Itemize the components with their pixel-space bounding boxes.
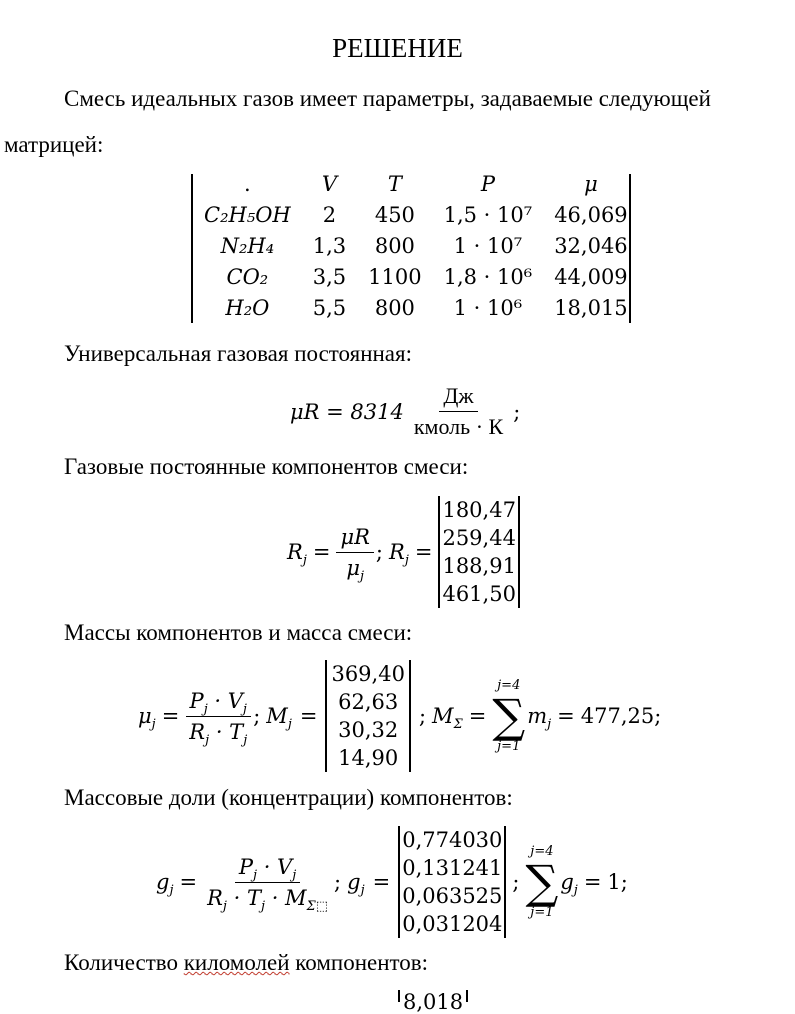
gj-fraction bbox=[203, 854, 332, 914]
value-cell: 800 bbox=[374, 233, 415, 258]
mj-value: 14,90 bbox=[338, 746, 399, 770]
matrix-header-row bbox=[193, 168, 639, 199]
rj-value: 180,47 bbox=[442, 498, 516, 522]
semicolon: ; bbox=[654, 704, 662, 728]
sum-lower-limit: j=1 bbox=[530, 905, 554, 920]
gj-values bbox=[402, 826, 502, 938]
header-cell: T bbox=[387, 171, 402, 196]
header-cell: V bbox=[321, 171, 338, 196]
mj-symbol: $M_j$ bbox=[266, 704, 292, 733]
value-cell: 450 bbox=[374, 202, 415, 227]
parameter-matrix bbox=[191, 171, 631, 323]
equals-sign: = bbox=[414, 540, 433, 564]
vector-left-bar bbox=[398, 826, 400, 938]
vector-right-bar bbox=[409, 660, 411, 772]
matrix-row bbox=[193, 230, 639, 261]
sum-operator bbox=[492, 678, 525, 754]
rj-value: 259,44 bbox=[442, 526, 516, 550]
masses-heading: Массы компонентов и масса смеси: bbox=[64, 620, 413, 645]
fractions-heading: Массовые доли (концентрации) компонентов: bbox=[64, 785, 513, 810]
mj-vector bbox=[325, 660, 410, 772]
gj-symbol: $g_j$ bbox=[347, 870, 365, 899]
value-cell: 1,5 · 10⁷ bbox=[443, 202, 533, 227]
equals-sign: = bbox=[179, 870, 198, 894]
kmol-heading bbox=[64, 950, 428, 976]
vector-right-bar bbox=[518, 496, 520, 608]
equals-sign: = bbox=[299, 704, 318, 728]
gj-value: 0,031204 bbox=[402, 912, 503, 936]
semicolon: ; bbox=[418, 704, 427, 728]
sum-upper-limit: j=4 bbox=[530, 844, 554, 859]
cut-vector bbox=[398, 990, 468, 1014]
matrix-row bbox=[193, 261, 639, 292]
mj-value: 369,40 bbox=[331, 662, 405, 686]
kmol-heading-word: киломолей bbox=[183, 950, 290, 975]
header-cell: P bbox=[480, 171, 495, 196]
sigma-icon: ∑ bbox=[525, 855, 559, 909]
value-cell: 46,069 bbox=[554, 202, 628, 227]
equals-sign: = bbox=[161, 704, 180, 728]
gj-value: 0,774030 bbox=[402, 828, 503, 852]
kmol-heading-after: компонентов: bbox=[295, 950, 429, 975]
mj-value: 30,32 bbox=[338, 718, 399, 742]
kmol-heading-before: Количество bbox=[64, 950, 178, 975]
gj-denominator: $R_j \cdot T_j \cdot M_{\Sigma⬚}$ bbox=[207, 885, 329, 914]
sum-lower-limit: j=1 bbox=[497, 739, 521, 754]
mj-value: 62,63 bbox=[338, 690, 399, 714]
equals-sign: = bbox=[557, 704, 575, 728]
gj-value: 0,063525 bbox=[402, 884, 503, 908]
equals-sign: = bbox=[583, 870, 602, 894]
mass-formula bbox=[138, 660, 661, 772]
mass-sum-value: 477,25 bbox=[580, 704, 655, 728]
vector-left-bar bbox=[438, 496, 440, 608]
rj-vector bbox=[438, 496, 519, 608]
value-cell: 800 bbox=[374, 295, 415, 320]
equals-sign: = bbox=[372, 870, 391, 894]
rj-denominator: $\mu_j$ bbox=[346, 555, 365, 584]
value-cell: 5,5 bbox=[312, 295, 347, 320]
header-cell: μ bbox=[584, 171, 598, 196]
gj-term: $g_j$ bbox=[560, 870, 578, 899]
intro-line-1: Смесь идеальных газов имеет параметры, задаваемые следующей bbox=[64, 86, 711, 111]
value-cell: 18,015 bbox=[554, 295, 628, 320]
substance-cell: H₂O bbox=[225, 295, 270, 320]
intro-line-2: матрицей: bbox=[4, 132, 104, 157]
value-cell: 44,009 bbox=[554, 264, 628, 289]
header-cell: . bbox=[244, 171, 251, 196]
cut-value: 8,018 bbox=[403, 990, 464, 1014]
gas-constant-formula bbox=[290, 383, 520, 440]
mj-term: $m_j$ bbox=[527, 704, 552, 733]
unit-numerator: Дж bbox=[439, 383, 477, 412]
gas-constant-tail: ; bbox=[513, 399, 521, 424]
matrix-row bbox=[193, 292, 639, 323]
rj-formula bbox=[287, 496, 520, 608]
substance-cell: N₂H₄ bbox=[220, 233, 275, 258]
gj-numerator: $P_j \cdot V_j$ bbox=[235, 854, 300, 883]
value-cell: 3,5 bbox=[312, 264, 347, 289]
mass-numerator: $P_j \cdot V_j$ bbox=[186, 688, 251, 717]
vector-left-bar bbox=[398, 990, 400, 1002]
gas-constant-heading: Универсальная газовая постоянная: bbox=[64, 341, 412, 366]
rj-value: 461,50 bbox=[442, 582, 516, 606]
gas-constant-unit bbox=[410, 383, 507, 440]
muj-symbol: $\mu_j$ bbox=[138, 704, 156, 733]
semicolon: ; bbox=[512, 870, 520, 894]
gj-vector bbox=[398, 826, 506, 938]
rj-values bbox=[442, 496, 515, 608]
fraction-sum-value: 1 bbox=[607, 870, 621, 894]
semicolon: ; bbox=[620, 870, 628, 894]
matrix-row bbox=[193, 199, 639, 230]
mj-values bbox=[331, 660, 404, 772]
rj-value: 188,91 bbox=[442, 554, 516, 578]
value-cell: 1,3 bbox=[312, 233, 347, 258]
sum-operator bbox=[525, 844, 558, 920]
rj-symbol: $R_j$ bbox=[389, 540, 409, 569]
value-cell: 1,8 · 10⁶ bbox=[443, 264, 533, 289]
mass-fraction bbox=[185, 688, 251, 748]
value-cell: 2 bbox=[322, 202, 337, 227]
equals-sign: = bbox=[468, 704, 487, 728]
sigma-icon: ∑ bbox=[492, 689, 526, 743]
value-cell: 1 · 10⁶ bbox=[453, 295, 523, 320]
vector-right-bar bbox=[504, 826, 506, 938]
fraction-formula bbox=[156, 826, 628, 938]
page-title: РЕШЕНИЕ bbox=[332, 33, 463, 63]
gj-symbol: $g_j$ bbox=[156, 870, 174, 899]
sum-upper-limit: j=4 bbox=[497, 678, 521, 693]
vector-right-bar bbox=[466, 990, 468, 1002]
substance-cell: C₂H₅OH bbox=[204, 202, 291, 227]
component-constants-heading: Газовые постоянные компонентов смеси: bbox=[64, 454, 469, 479]
rj-symbol: $R_j$ bbox=[287, 540, 307, 569]
msum-symbol: $M_\Sigma$ bbox=[432, 704, 463, 733]
semicolon: ; bbox=[253, 704, 261, 728]
gj-value: 0,131241 bbox=[402, 856, 503, 880]
value-cell: 1 · 10⁷ bbox=[453, 233, 523, 258]
equals-sign: = bbox=[312, 540, 331, 564]
value-cell: 32,046 bbox=[554, 233, 628, 258]
mass-denominator: $R_j \cdot T_j$ bbox=[189, 719, 248, 748]
rj-numerator: μR bbox=[336, 524, 373, 553]
semicolon: ; bbox=[334, 870, 342, 894]
value-cell: 1100 bbox=[368, 264, 422, 289]
semicolon: ; bbox=[375, 540, 383, 564]
unit-denominator: кмоль · К bbox=[413, 414, 504, 439]
vector-left-bar bbox=[325, 660, 327, 772]
rj-fraction bbox=[336, 524, 373, 584]
substance-cell: CO₂ bbox=[226, 264, 269, 289]
gas-constant-lhs: μR = 8314 bbox=[290, 399, 404, 424]
